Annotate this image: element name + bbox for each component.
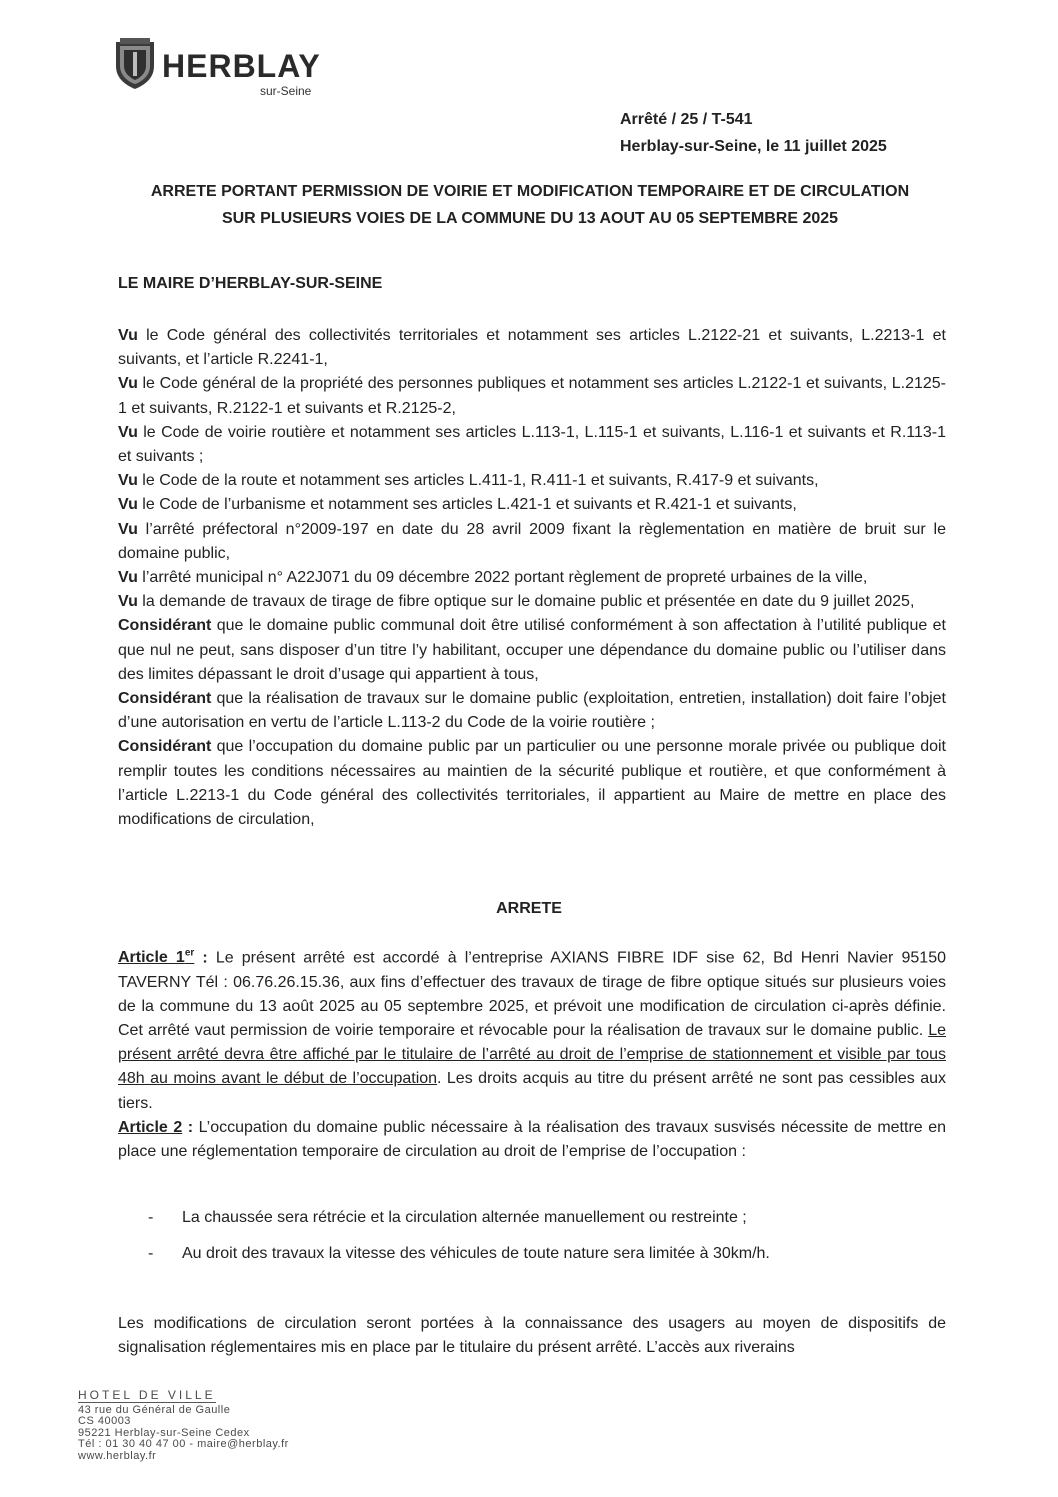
title-line-2: SUR PLUSIEURS VOIES DE LA COMMUNE DU 13 AOUT AU 05 SEPTEMBRE 2025 — [221, 210, 839, 227]
measure-list-item — [148, 1242, 948, 1266]
visa-text: le Code de voirie routière et notamment ses articles L.113-1, L.115-1 et suivants, L.116-1 et suivants et R.113-1 et suivants ; — [118, 423, 946, 466]
visa-item — [118, 372, 946, 420]
visa-text: la demande de travaux de tirage de fibre optique sur le domaine public et présentée en date du 9 juillet 2025, — [137, 593, 915, 611]
visa-text: l’arrêté préfectoral n°2009-197 en date du 28 avril 2009 fixant la règlementation en matière de bruit sur le domaine public, — [118, 520, 946, 562]
considerant-lead: Considérant — [118, 617, 212, 635]
article-1 — [118, 942, 946, 1116]
footer-title: HOTEL DE VILLE — [78, 1388, 216, 1402]
final-paragraph-text: Les modifications de circulation seront portées à la connaissance des usagers au moyen de dispositifs de signalisation réglementaires mis en place par le titulaire du présent arrêté. L’accès aux riverains — [118, 1315, 946, 1357]
article-1-sup: er — [184, 948, 195, 959]
considerant-text: que la réalisation de travaux sur le domaine public (exploitation, entretien, installation) doit faire l’objet d’une autorisation en vertu de l’article L.113-2 du Code de la voirie routière ; — [118, 690, 946, 732]
article-1-label — [118, 949, 194, 966]
article-1-label-text: Article 1 — [118, 949, 185, 967]
list-item-text: Au droit des travaux la vitesse des véhicules de toute nature sera limitée à 30km/h. — [182, 1245, 770, 1262]
visa-item — [118, 590, 946, 614]
reference-block — [620, 106, 940, 160]
document-date: Herblay-sur-Seine, le 11 juillet 2025 — [620, 138, 887, 155]
footer-city: 95221 Herblay-sur-Seine Cedex — [78, 1426, 250, 1439]
herblay-logo — [112, 36, 352, 98]
considerant-item — [118, 687, 946, 735]
considerant-text: que le domaine public communal doit être utilisé conformément à son affectation à l’utilité publique et que nul ne peut, sans disposer d’un titre l’y habilitant, occuper une dépendance du domaine public ou l’utiliser dans des limites dépassant le droit d’usage qui appartient à tous, — [118, 617, 946, 683]
article-2-text: L’occupation du domaine public nécessaire à la réalisation des travaux susvisés nécessite de mettre en place une réglementation temporaire de circulation au droit de l’emprise de l’occupation : — [118, 1118, 947, 1160]
visa-lead: Vu — [118, 472, 138, 490]
article-2 — [118, 1116, 946, 1164]
article-1-text-end: . Les droits acquis au titre du présent arrêté ne sont pas cessibles aux tiers. — [118, 1070, 946, 1112]
visa-lead: Vu — [118, 423, 138, 441]
visa-text: le Code général de la propriété des personnes publiques et notamment ses articles L.2122-1 et suivants, L.2125-1 et suivants, R.2122-1 et suivants et R.2125-2, — [118, 375, 946, 417]
considerant-item — [118, 614, 946, 687]
visa-text: l’arrêté municipal n° A22J071 du 09 décembre 2022 portant règlement de propreté urbaines de la ville, — [137, 569, 868, 587]
logo-subtitle: sur-Seine — [260, 84, 312, 98]
document-title — [90, 178, 970, 232]
logo-wordmark: HERBLAY — [162, 48, 321, 84]
visas-section — [118, 324, 946, 832]
maire-heading: LE MAIRE D’HERBLAY-SUR-SEINE — [118, 275, 383, 292]
visa-item — [118, 421, 946, 469]
arrete-heading: ARRETE — [496, 900, 562, 917]
visa-text: le Code de l’urbanisme et notamment ses articles L.421-1 et suivants et R.421-1 et suivants, — [137, 496, 797, 514]
list-dash: - — [148, 1245, 154, 1262]
considerant-lead: Considérant — [118, 738, 212, 756]
visa-item — [118, 493, 946, 517]
visa-item — [118, 324, 946, 372]
visa-text: le Code général des collectivités territoriales et notamment ses articles L.2122-21 et suivants, L.2213-1 et suivants, et l’article R.2241-1, — [118, 327, 946, 369]
visa-lead: Vu — [118, 520, 138, 538]
visa-text: le Code de la route et notamment ses articles L.411-1, R.411-1 et suivants, R.417-9 et suivants, — [137, 472, 819, 490]
footer-website: www.herblay.fr — [78, 1449, 157, 1462]
footer-contact: Tél : 01 30 40 47 00 - maire@herblay.fr — [78, 1438, 289, 1450]
list-dash: - — [148, 1209, 154, 1226]
article-1-display-notice: Le présent arrêté devra être affiché par le titulaire de l’arrêté au droit de l’emprise de stationnement et visible par tous 48h au moins avant le début de l’occupation — [118, 1021, 946, 1088]
articles-section — [118, 942, 946, 1164]
visa-lead: Vu — [118, 375, 138, 393]
title-line-1: ARRETE PORTANT PERMISSION DE VOIRIE ET MODIFICATION TEMPORAIRE ET DE CIRCULATION — [150, 183, 910, 200]
article-1-text: Le présent arrêté est accordé à l’entreprise AXIANS FIBRE IDF sise 62, Bd Henri Navier 95150 TAVERNY Tél : 06.76.26.15.36, aux fins d’effectuer des travaux de tirage de fibre optique situés sur plusieurs voies de la commune du 13 août 2025 au 05 septembre 2025, et prévoit une modification de circulation ci-après définie. Cet arrêté vaut permission de voirie temporaire et révocable pour la réalisation de travaux sur le domaine public. — [118, 949, 946, 1039]
considerant-item — [118, 735, 946, 832]
arrete-reference: Arrêté / 25 / T-541 — [620, 111, 753, 128]
visa-lead: Vu — [118, 569, 138, 587]
article-1-colon: : — [194, 949, 208, 967]
measure-list-item — [148, 1206, 948, 1230]
footer-cs: CS 40003 — [78, 1415, 131, 1427]
visa-lead: Vu — [118, 496, 138, 514]
visa-item — [118, 566, 946, 590]
footer-street: 43 rue du Général de Gaulle — [78, 1403, 231, 1416]
visa-item — [118, 469, 946, 493]
footer-address — [78, 1390, 398, 1462]
visa-lead: Vu — [118, 327, 138, 344]
article-2-colon: : — [182, 1118, 194, 1136]
visa-lead: Vu — [118, 593, 138, 611]
considerant-lead: Considérant — [118, 690, 212, 708]
list-item-text: La chaussée sera rétrécie et la circulation alternée manuellement ou restreinte ; — [182, 1209, 747, 1226]
visa-item — [118, 518, 946, 566]
article-2-label: Article 2 — [118, 1118, 183, 1136]
considerant-text: que l’occupation du domaine public par un particulier ou une personne morale privée ou publique doit remplir toutes les conditions nécessaires au maintien de la sécurité publique et routière, et que conformément à l’article L.2213-1 du Code général des collectivités territoriales, il appartient au Maire de mettre en place des modifications de circulation, — [118, 738, 946, 829]
city-crest-icon — [112, 36, 158, 90]
final-paragraph — [118, 1312, 946, 1360]
